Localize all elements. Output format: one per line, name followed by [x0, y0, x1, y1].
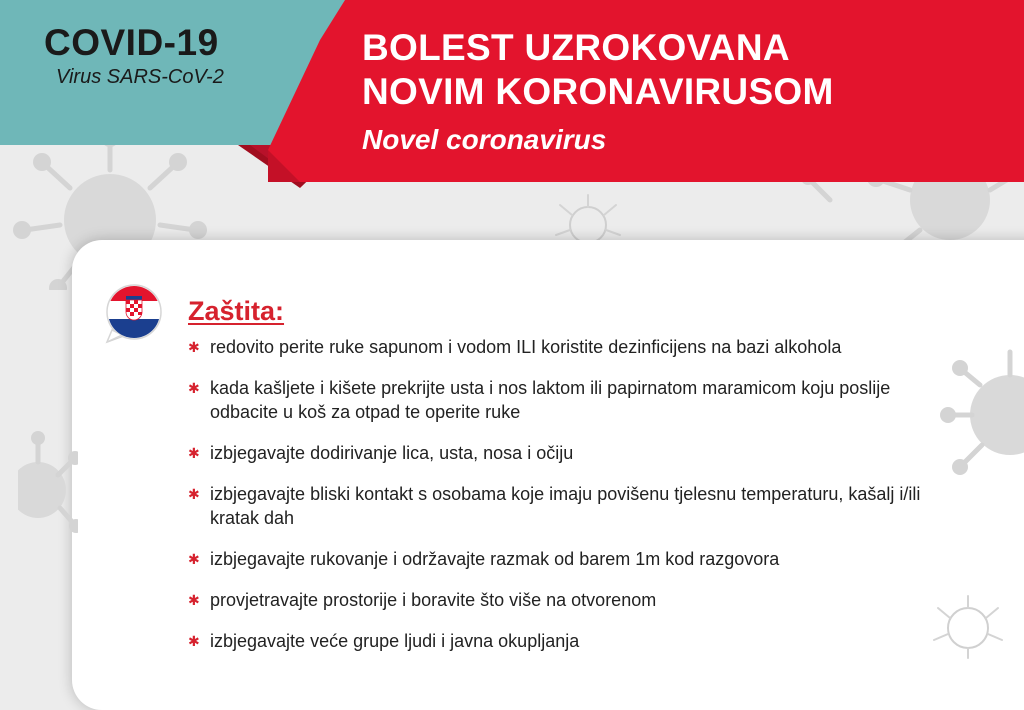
list-item [188, 335, 928, 359]
bullet-text: provjetravajte prostorije i boravite što više na otvorenom [210, 590, 657, 610]
list-item [188, 482, 932, 530]
list-item [188, 547, 928, 571]
asterisk-bullet-icon: ✱ [188, 486, 200, 502]
bullet-text: izbjegavajte veće grupe ljudi i javna okupljanja [210, 631, 580, 651]
asterisk-bullet-icon: ✱ [188, 339, 200, 355]
background-virus-icon-right-bottom [928, 590, 1008, 660]
list-item [188, 441, 928, 465]
list-item [188, 629, 928, 653]
virus-subtitle: Virus SARS-CoV-2 [56, 66, 224, 88]
main-title-line-1: BOLEST UZROKOVANA [362, 27, 790, 68]
main-subtitle: Novel coronavirus [362, 124, 607, 155]
main-title [362, 26, 834, 114]
background-virus-icon-left-bottom [18, 420, 78, 550]
bullet-text: izbjegavajte bliski kontakt s osobama koje imaju povišenu tjelesnu temperaturu, kašalj i/ili kratak dah [210, 484, 921, 528]
bullet-text: izbjegavajte dodirivanje lica, usta, nosa i očiju [210, 443, 574, 463]
list-item [188, 588, 928, 612]
main-title-line-2: NOVIM KORONAVIRUSOM [362, 71, 834, 112]
bullet-text: redovito perite ruke sapunom i vodom ILI koristite dezinficijens na bazi alkohola [210, 337, 842, 357]
list-item [188, 376, 910, 424]
asterisk-bullet-icon: ✱ [188, 445, 200, 461]
section-heading: Zaštita: [188, 296, 285, 326]
croatian-flag-speech-bubble-icon [104, 284, 166, 344]
bullet-text: kada kašljete i kišete prekrijte usta i nos laktom ili papirnatom maramicom koju poslije odbacite u koš za otpad te operite ruke [210, 378, 891, 422]
bullet-text: izbjegavajte rukovanje i održavajte razmak od barem 1m kod razgovora [210, 549, 780, 569]
covid-title: COVID-19 [44, 22, 219, 63]
asterisk-bullet-icon: ✱ [188, 380, 200, 396]
asterisk-bullet-icon: ✱ [188, 592, 200, 608]
protection-bullet-list [188, 335, 928, 670]
asterisk-bullet-icon: ✱ [188, 633, 200, 649]
asterisk-bullet-icon: ✱ [188, 551, 200, 567]
background-virus-icon-right-mid [940, 340, 1024, 490]
